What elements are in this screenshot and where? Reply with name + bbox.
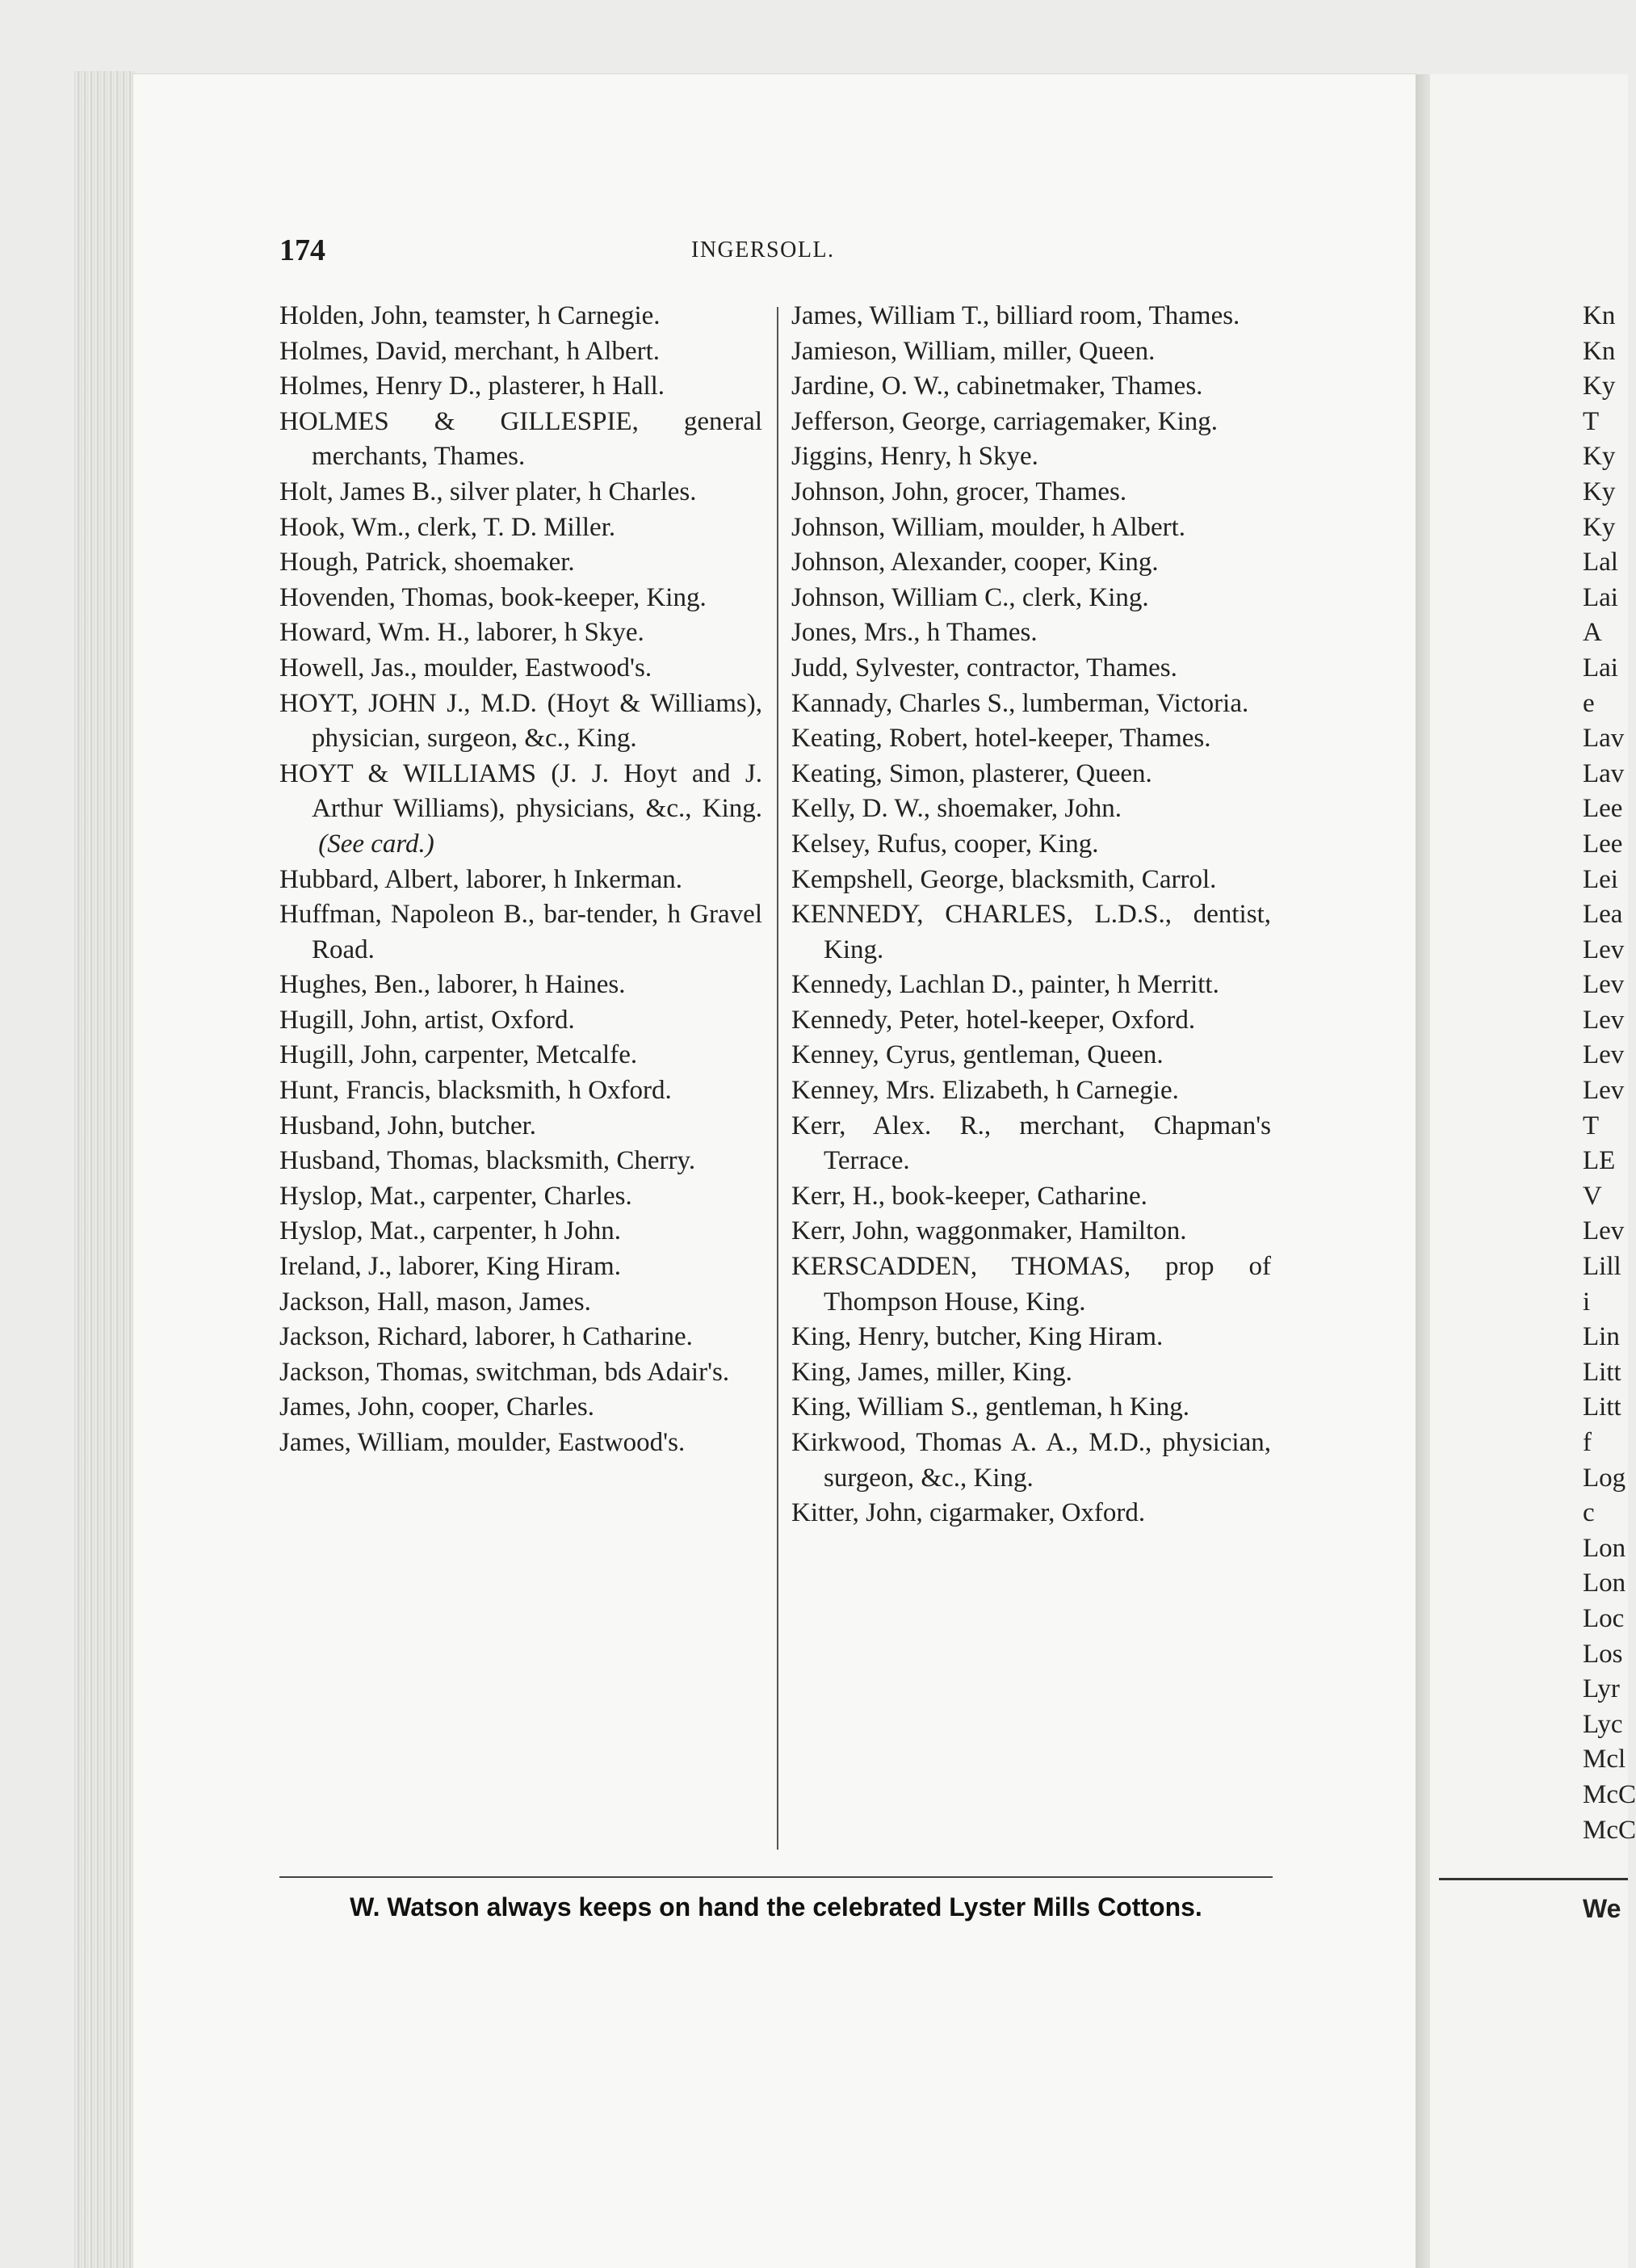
directory-entry: Kenney, Mrs. Elizabeth, h Carnegie. xyxy=(791,1076,1179,1106)
directory-entry: Jackson, Richard, laborer, h Catharine. xyxy=(279,1322,693,1352)
facing-page-footer-fragment: We xyxy=(1583,1894,1621,1923)
directory-entry: Jardine, O. W., cabinetmaker, Thames. xyxy=(791,372,1203,401)
directory-entry: King, James, miller, King. xyxy=(791,1357,1072,1387)
facing-page-fragment: Lon xyxy=(1583,1569,1626,1598)
directory-entry: Kirkwood, Thomas A. A., M.D., physician, surgeon, &c., King. xyxy=(791,1428,1271,1493)
directory-entry: Hyslop, Mat., carpenter, Charles. xyxy=(279,1181,632,1211)
facing-page-fragment: Lei xyxy=(1583,864,1618,894)
facing-page-fragment: McC xyxy=(1583,1779,1636,1809)
directory-entry: Ireland, J., laborer, King Hiram. xyxy=(279,1252,621,1282)
facing-page-fragment: Lai xyxy=(1583,653,1618,682)
facing-page-fragments xyxy=(1583,299,1636,1848)
directory-entry: Johnson, William C., clerk, King. xyxy=(791,582,1149,612)
facing-page-fragment: Lill xyxy=(1583,1252,1621,1282)
directory-entry: Hugill, John, carpenter, Metcalfe. xyxy=(279,1040,638,1070)
facing-page-fragment: Lev xyxy=(1583,1040,1625,1070)
directory-entry: Kennedy, Lachlan D., painter, h Merritt. xyxy=(791,970,1219,1000)
facing-page-fragment: A xyxy=(1583,618,1602,648)
footer-rule xyxy=(279,1876,1273,1878)
column-divider xyxy=(777,307,778,1850)
directory-entry xyxy=(279,757,762,863)
facing-page-fragment: Lai xyxy=(1583,582,1618,612)
directory-entry: Kelsey, Rufus, cooper, King. xyxy=(791,829,1099,859)
facing-page-fragment: Lon xyxy=(1583,1533,1626,1563)
directory-entry: Husband, Thomas, blacksmith, Cherry. xyxy=(279,1146,696,1176)
directory-entry: Jackson, Hall, mason, James. xyxy=(279,1287,591,1317)
directory-entry: Kerr, John, waggonmaker, Hamilton. xyxy=(791,1216,1187,1246)
directory-entry: KERSCADDEN, THOMAS, prop of Thompson House, King. xyxy=(791,1252,1271,1317)
left-column xyxy=(279,299,762,1461)
facing-page-fragment: Lal xyxy=(1583,548,1618,578)
directory-entry: KENNEDY, CHARLES, L.D.S., dentist, King. xyxy=(791,900,1271,964)
entry-text: HOYT & WILLIAMS (J. J. Hoyt and J. Arthur Williams), physicians, &c., King. xyxy=(279,758,762,824)
directory-entry: Kitter, John, cigarmaker, Oxford. xyxy=(791,1498,1146,1528)
directory-entry: Holmes, Henry D., plasterer, h Hall. xyxy=(279,372,665,401)
directory-entry: Judd, Sylvester, contractor, Thames. xyxy=(791,653,1177,682)
facing-page-fragment: Lee xyxy=(1583,829,1623,859)
directory-entry: Hubbard, Albert, laborer, h Inkerman. xyxy=(279,864,683,894)
facing-page-fragment: Lev xyxy=(1583,934,1625,964)
directory-entry: Keating, Robert, hotel-keeper, Thames. xyxy=(791,724,1211,754)
directory-entry: Hugill, John, artist, Oxford. xyxy=(279,1005,575,1035)
directory-entry: Kennedy, Peter, hotel-keeper, Oxford. xyxy=(791,1005,1196,1035)
facing-page-fragment: Lav xyxy=(1583,724,1625,754)
facing-page-fragment: Lyc xyxy=(1583,1709,1623,1739)
directory-entry: Holmes, David, merchant, h Albert. xyxy=(279,336,661,366)
running-head: INGERSOLL. xyxy=(691,237,835,262)
directory-entry: Johnson, Alexander, cooper, King. xyxy=(791,548,1159,578)
directory-entry: Kempshell, George, blacksmith, Carrol. xyxy=(791,864,1217,894)
directory-entry: Hovenden, Thomas, book-keeper, King. xyxy=(279,582,707,612)
directory-entry: Jefferson, George, carriagemaker, King. xyxy=(791,406,1218,436)
directory-entry: Husband, John, butcher. xyxy=(279,1111,537,1140)
facing-page-fragment: Kn xyxy=(1583,336,1616,366)
facing-page-fragment: f xyxy=(1583,1428,1592,1457)
directory-entry: Kannady, Charles S., lumberman, Victoria. xyxy=(791,688,1249,718)
facing-page-fragment: Ky xyxy=(1583,512,1616,542)
facing-page-fragment: Lev xyxy=(1583,1005,1625,1035)
directory-entry: HOYT, JOHN J., M.D. (Hoyt & Williams), physician, surgeon, &c., King. xyxy=(279,688,762,754)
directory-entry: Hough, Patrick, shoemaker. xyxy=(279,548,575,578)
right-column xyxy=(791,299,1271,1531)
footer-advertisement: W. Watson always keeps on hand the celebrated Lyster Mills Cottons. xyxy=(350,1892,1202,1922)
see-card-note: (See card.) xyxy=(318,829,434,859)
facing-page-fragment: Litt xyxy=(1583,1392,1621,1422)
directory-entry: Johnson, William, moulder, h Albert. xyxy=(791,512,1186,542)
facing-page-fragment: Mcl xyxy=(1583,1745,1626,1774)
directory-entry: Hunt, Francis, blacksmith, h Oxford. xyxy=(279,1076,672,1106)
directory-entry: Kerr, Alex. R., merchant, Chapman's Terrace. xyxy=(791,1111,1271,1176)
directory-entry: Howard, Wm. H., laborer, h Skye. xyxy=(279,618,644,648)
directory-entry: Jones, Mrs., h Thames. xyxy=(791,618,1038,648)
facing-page-fragment: Log xyxy=(1583,1463,1626,1493)
directory-entry: Jamieson, William, miller, Queen. xyxy=(791,336,1156,366)
facing-page-fragment: Loc xyxy=(1583,1603,1625,1633)
directory-entry: Kerr, H., book-keeper, Catharine. xyxy=(791,1181,1147,1211)
directory-entry: Hughes, Ben., laborer, h Haines. xyxy=(279,970,626,1000)
facing-page-fragment: LE xyxy=(1583,1146,1616,1176)
facing-page-fragment: Ky xyxy=(1583,442,1616,472)
facing-page-fragment: Lev xyxy=(1583,970,1625,1000)
directory-entry: James, John, cooper, Charles. xyxy=(279,1392,595,1422)
directory-entry: Jackson, Thomas, switchman, bds Adair's. xyxy=(279,1357,730,1387)
facing-page-fragment: T xyxy=(1583,1111,1600,1140)
facing-page-fragment: Kn xyxy=(1583,301,1616,330)
directory-entry: HOLMES & GILLESPIE, general merchants, Thames. xyxy=(279,406,762,472)
facing-page-rule xyxy=(1439,1878,1628,1880)
directory-entry: Johnson, John, grocer, Thames. xyxy=(791,477,1127,506)
page-number: 174 xyxy=(279,233,325,267)
facing-page-fragment: Lev xyxy=(1583,1216,1625,1246)
facing-page-fragment: e xyxy=(1583,688,1595,718)
facing-page-fragment: Ky xyxy=(1583,372,1616,401)
directory-entry: Huffman, Napoleon B., bar-tender, h Gravel Road. xyxy=(279,900,762,964)
facing-page-fragment: Lyr xyxy=(1583,1674,1620,1704)
facing-page-fragment: Ky xyxy=(1583,477,1616,506)
directory-entry: Jiggins, Henry, h Skye. xyxy=(791,442,1038,472)
directory-entry: Hook, Wm., clerk, T. D. Miller. xyxy=(279,512,616,542)
facing-page-fragment: Litt xyxy=(1583,1357,1621,1387)
facing-page-fragment: i xyxy=(1583,1287,1591,1317)
facing-page-fragment: Lav xyxy=(1583,758,1625,788)
facing-page-fragment: Lee xyxy=(1583,794,1623,824)
facing-page-fragment: Lev xyxy=(1583,1076,1625,1106)
facing-page-fragment: V xyxy=(1583,1181,1602,1211)
directory-entry: Howell, Jas., moulder, Eastwood's. xyxy=(279,653,652,682)
facing-page-fragment: Lin xyxy=(1583,1322,1620,1352)
directory-entry: Holt, James B., silver plater, h Charles. xyxy=(279,477,697,506)
facing-page-fragment: McC xyxy=(1583,1815,1636,1845)
directory-entry: Kelly, D. W., shoemaker, John. xyxy=(791,794,1122,824)
directory-entry: Kenney, Cyrus, gentleman, Queen. xyxy=(791,1040,1164,1070)
facing-page-fragment: Lea xyxy=(1583,900,1623,930)
directory-entry: James, William T., billiard room, Thames. xyxy=(791,301,1240,330)
directory-entry: King, Henry, butcher, King Hiram. xyxy=(791,1322,1164,1352)
book-gutter xyxy=(1416,74,1430,2268)
directory-entry: Holden, John, teamster, h Carnegie. xyxy=(279,301,661,330)
facing-page-fragment: T xyxy=(1583,406,1600,436)
page-stack-edge xyxy=(74,71,136,2268)
directory-entry: Keating, Simon, plasterer, Queen. xyxy=(791,758,1152,788)
facing-page-fragment: Los xyxy=(1583,1639,1623,1669)
directory-entry: King, William S., gentleman, h King. xyxy=(791,1392,1190,1422)
facing-page-fragment: c xyxy=(1583,1498,1595,1528)
directory-entry: Hyslop, Mat., carpenter, h John. xyxy=(279,1216,622,1246)
directory-entry: James, William, moulder, Eastwood's. xyxy=(279,1428,686,1457)
